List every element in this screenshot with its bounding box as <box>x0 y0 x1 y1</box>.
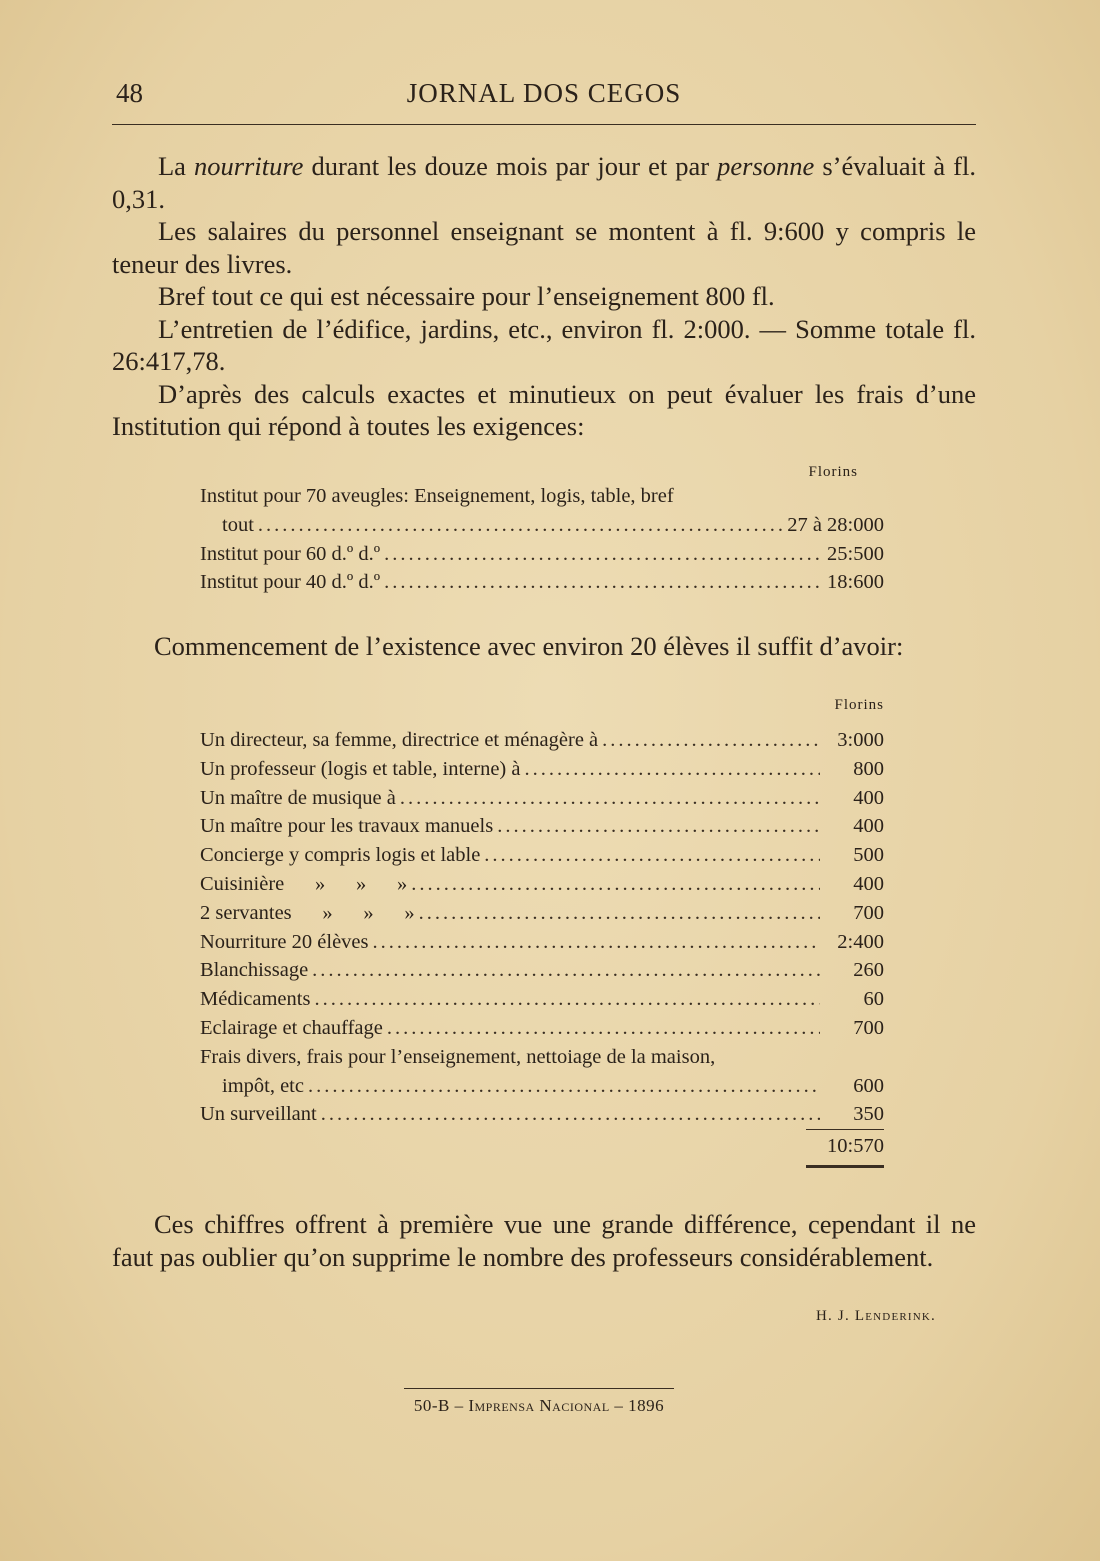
leader-dots <box>400 784 820 813</box>
paragraph-2: Les salaires du personnel enseignant se montent à fl. 9:600 y compris le teneur des livres. <box>112 216 976 279</box>
leader-dots <box>373 928 821 957</box>
paragraph-1: La nourriture durant les douze mois par jour et par personne s’évaluait à fl. 0,31. <box>112 151 976 214</box>
page-header <box>112 78 976 118</box>
leader-dots <box>312 956 820 985</box>
italic-word: nourriture <box>193 151 304 181</box>
total-value: 10:570 <box>806 1129 884 1168</box>
table-row: Un maître pour les travaux manuels ..... 400 <box>200 812 884 841</box>
table-row: Cuisinière » » » ..... 400 <box>200 870 884 899</box>
author-signature: H. J. Lenderink. <box>816 1308 936 1324</box>
table-row: Institut pour 70 aveugles: Enseignement, logis, table, bref <box>200 485 674 507</box>
table-row: Frais divers, frais pour l’enseignement, nettoiage de la maison, <box>200 1045 716 1068</box>
table-row: tout ..... 27 à 28:000 <box>200 511 884 540</box>
leader-dots <box>384 540 820 569</box>
body-text <box>112 150 976 443</box>
header-rule <box>112 124 976 125</box>
table-row: Médicaments ..... 60 <box>200 985 884 1014</box>
document-page <box>112 0 976 1561</box>
table-row: Nourriture 20 élèves ..... 2:400 <box>200 928 884 957</box>
leader-dots <box>602 726 820 755</box>
leader-dots <box>419 899 820 928</box>
table-row: impôt, etc ..... 600 <box>200 1072 884 1101</box>
journal-title: JORNAL DOS CEGOS <box>406 78 682 108</box>
footer-rule <box>404 1388 674 1389</box>
leader-dots <box>308 1072 820 1101</box>
total-row <box>200 1129 884 1168</box>
leader-dots <box>524 755 820 784</box>
leader-dots <box>497 812 820 841</box>
table-row: 2 servantes » » » ..... 700 <box>200 899 884 928</box>
italic-word: personne <box>717 151 815 181</box>
leader-dots <box>484 841 820 870</box>
paragraph-4: L’entretien de l’édifice, jardins, etc., environ fl. 2:000. — Somme totale fl. 26:417,78. <box>112 313 976 376</box>
table-row: Concierge y compris logis et lable ..... 500 <box>200 841 884 870</box>
leader-dots <box>387 1014 820 1043</box>
leader-dots <box>314 985 820 1014</box>
table-row: Institut pour 60 d.º d.º ..... 25:500 <box>200 540 884 569</box>
leader-dots <box>411 870 820 899</box>
paragraph-3: Bref tout ce qui est nécessaire pour l’enseignement 800 fl. <box>158 281 775 311</box>
section-intro: Commencement de l’existence avec environ 20 élèves il suffit d’avoir: <box>154 631 904 661</box>
printer-imprint: 50-B – Imprensa Nacional – 1896 <box>413 1396 665 1415</box>
unit-label: Florins <box>808 464 858 480</box>
page-number: 48 <box>116 78 143 108</box>
table-row: Blanchissage ..... 260 <box>200 956 884 985</box>
table-row: Un professeur (logis et table, interne) à ..... 800 <box>200 755 884 784</box>
cost-table-staff <box>200 690 884 1168</box>
closing-paragraph: Ces chiffres offrent à première vue une grande différence, cependant il ne faut pas oublier qu’on supprime le nombre des professeurs considérablement. <box>112 1209 976 1272</box>
table-row: Un surveillant ..... 350 <box>200 1100 884 1129</box>
table-row: Institut pour 40 d.º d.º ..... 18:600 <box>200 568 884 597</box>
leader-dots <box>321 1100 820 1129</box>
leader-dots <box>258 511 783 540</box>
cost-table-institutes <box>200 458 884 597</box>
unit-label: Florins <box>834 697 884 713</box>
leader-dots <box>384 568 820 597</box>
paragraph-5: D’après des calculs exactes et minutieux on peut évaluer les frais d’une Institution qui répond à toutes les exigences: <box>112 378 976 441</box>
table-row: Un directeur, sa femme, directrice et ménagère à ..... 3:000 <box>200 726 884 755</box>
table-row: Eclairage et chauffage ..... 700 <box>200 1014 884 1043</box>
table-row: Un maître de musique à ..... 400 <box>200 784 884 813</box>
